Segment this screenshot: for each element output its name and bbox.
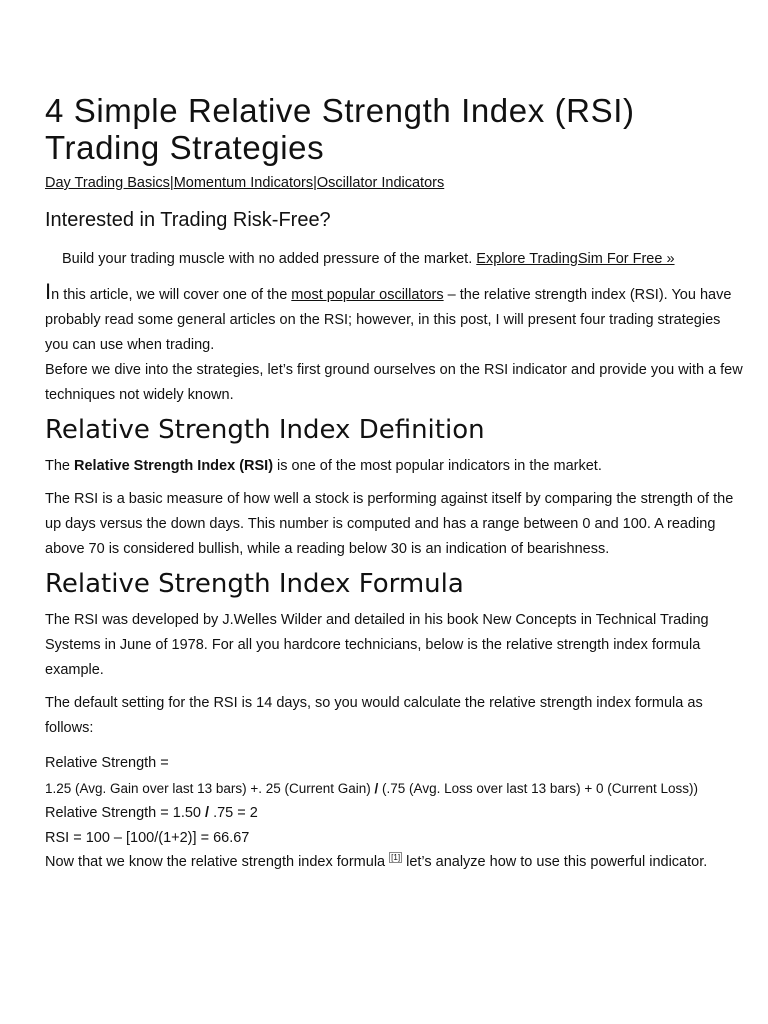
article: [45, 92, 745, 873]
definition-paragraph-2: The RSI is a basic measure of how well a stock is performing against itself by comparing the strength of the up days versus the down days. This number is computed and has a range between 0 and 100. A reading above 70 is considered bullish, while a reading below 30 is an indication of bearishness.: [45, 491, 734, 557]
category-link-momentum-indicators[interactable]: Momentum Indicators: [173, 175, 314, 191]
formula-slash: /: [374, 781, 379, 796]
category-links: [45, 174, 745, 192]
category-link-day-trading-basics[interactable]: Day Trading Basics: [45, 175, 170, 191]
category-link-oscillator-indicators[interactable]: Oscillator Indicators: [316, 175, 445, 191]
promo-heading: Interested in Trading Risk-Free?: [45, 209, 331, 231]
formula-line-3-a: Relative Strength = 1.50: [45, 805, 206, 821]
formula-paragraph-1: The RSI was developed by J.Welles Wilder and detailed in his book New Concepts in Technical Trading Systems in June of 1978. For all you hardcore technicians, below is the relative strength index formula example.: [45, 612, 709, 678]
formula-line-5-a: Now that we know the relative strength index formula: [45, 854, 390, 870]
formula-line-1: Relative Strength =: [45, 755, 169, 771]
formula-heading: Relative Strength Index Formula: [45, 569, 464, 599]
definition-term: Relative Strength Index (RSI): [74, 458, 274, 474]
definition-p1-pre: The: [45, 458, 75, 474]
formula-line-5-b: let’s analyze how to use this powerful indicator.: [402, 854, 708, 870]
intro-paragraph: [45, 279, 745, 358]
formula-line-3: [45, 801, 745, 826]
formula-line-2: [45, 776, 745, 801]
intro-part-1: n this article, we will cover one of the: [51, 287, 292, 303]
footnote-ref[interactable]: [1]: [391, 853, 401, 863]
formula-line-2-a: 1.25 (Avg. Gain over last 13 bars) +. 25 (Current Gain): [45, 781, 375, 796]
promo-text: [62, 250, 745, 268]
intro-part-2: – the relative strength index (RSI). You have probably read some general articles on the RSI; however, in this post, I will present four trading strategies you can use when trading.: [45, 287, 732, 353]
category-separator: |: [169, 175, 174, 191]
title-line-1: 4 Simple Relative Strength Index (RSI): [45, 92, 635, 129]
title-line-2: Trading Strategies: [45, 129, 325, 166]
most-popular-oscillators-link[interactable]: most popular oscillators: [291, 287, 444, 303]
formula-line-2-b: (.75 (Avg. Loss over last 13 bars) + 0 (Current Loss)): [378, 781, 699, 796]
category-separator: |: [313, 175, 317, 191]
definition-heading: Relative Strength Index Definition: [45, 415, 485, 445]
formula-paragraph-2: The default setting for the RSI is 14 days, so you would calculate the relative strength index formula as follows:: [45, 695, 703, 736]
explore-tradingsim-link[interactable]: Explore TradingSim For Free »: [476, 251, 675, 267]
definition-p1-post: is one of the most popular indicators in the market.: [273, 458, 602, 474]
promo-body: Build your trading muscle with no added pressure of the market.: [62, 251, 477, 267]
definition-paragraph-1: [45, 454, 745, 479]
formula-line-4: RSI = 100 – [100/(1+2)] = 66.67: [45, 830, 250, 846]
formula-slash: /: [205, 805, 210, 821]
article-title: [45, 92, 745, 166]
intro-paragraph-2: Before we dive into the strategies, let’s first ground ourselves on the RSI indicator and provide you with a few techniques not widely known.: [45, 362, 743, 403]
drop-cap: I: [45, 279, 52, 304]
formula-line-3-b: .75 = 2: [209, 805, 258, 821]
formula-line-5: [45, 851, 745, 873]
